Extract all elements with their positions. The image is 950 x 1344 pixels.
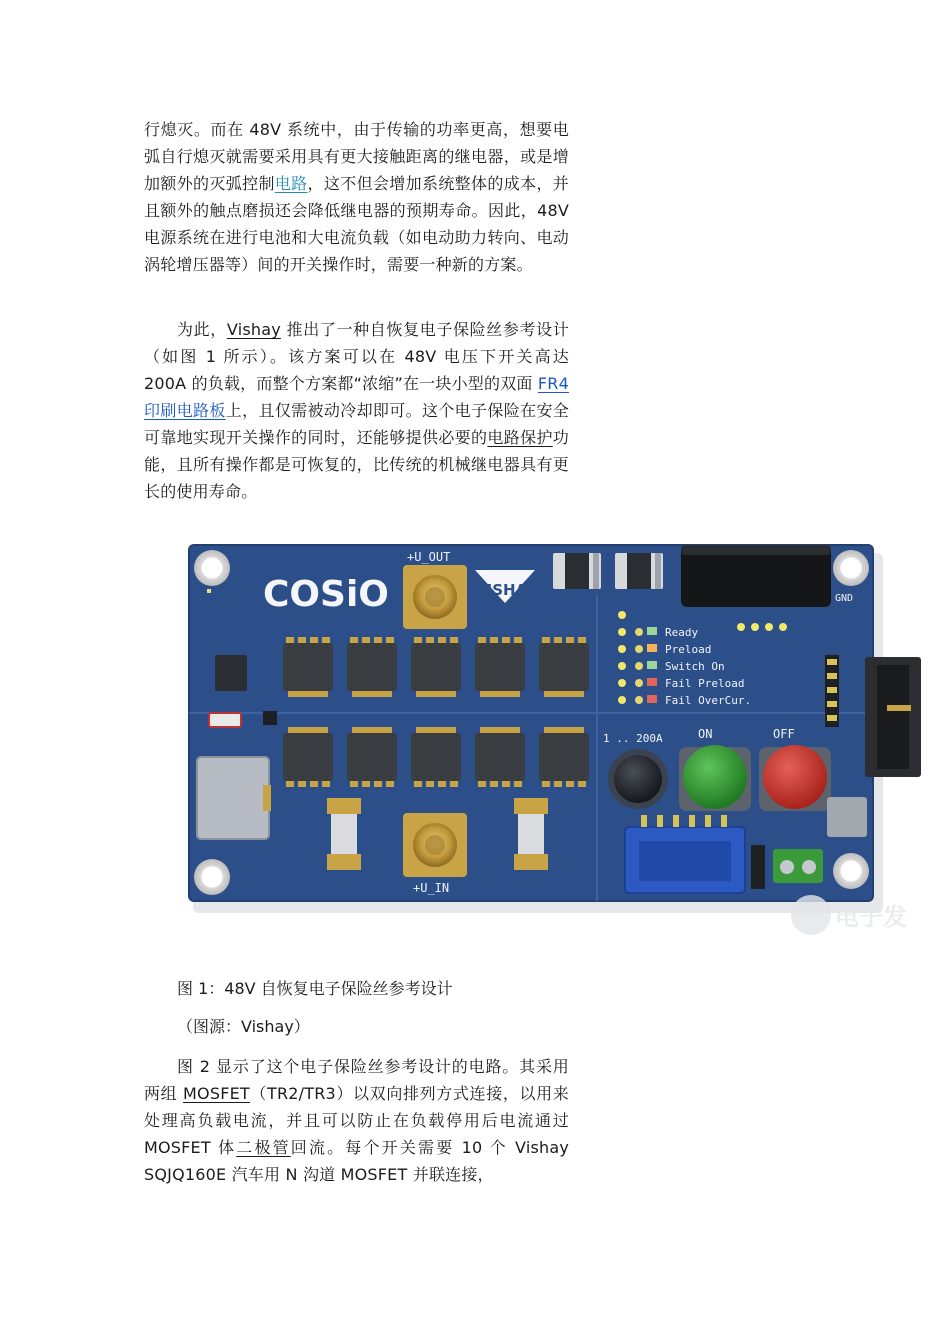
pcb-board-figure [145, 515, 950, 960]
mounting-hole-top-left [194, 550, 230, 586]
fr4-pcb-link[interactable]: FR4 印刷电路板 [144, 374, 569, 420]
ic-chip [215, 655, 247, 691]
mosfet-row-bottom [283, 727, 589, 787]
marker-pin [207, 589, 211, 593]
led-label-switch-on: Switch On [665, 660, 725, 673]
paragraph-1-text [144, 116, 569, 278]
led-label-fail-overcur: Fail OverCur. [665, 694, 752, 707]
circuit-link[interactable]: 电路 [274, 174, 308, 193]
on-button [683, 745, 747, 809]
para1-text-b: ，这不但会增加系统整体的成本，并且额外的触点磨损还会降低继电器的预期寿命。因此，48V 电源系统在进行电池和大电流负载（如电动助力转向、电动涡轮增压器等）间的开关操作时，需要一种新的方案。 [144, 174, 569, 274]
paragraph-2 [144, 316, 569, 505]
shunt-resistor-right [514, 798, 548, 870]
paragraph-2-text [144, 316, 569, 505]
off-button [763, 745, 827, 809]
para3-text-c: 回流。每个开关需要 10 个 Vishay SQJQ160E 汽车用 N 沟道 MOSFET 并联连接， [144, 1138, 570, 1184]
grey-component [827, 797, 867, 837]
circuit-protection-link[interactable]: 电路保护 [487, 428, 553, 447]
ribbon-connector-slot [877, 665, 909, 769]
para3-text-a: 图 2 显示了这个电子保险丝参考设计的电路。其采用两组 [144, 1057, 569, 1103]
diode-link[interactable]: 二极管 [236, 1138, 291, 1157]
mounting-hole-top-right [833, 550, 869, 586]
para1-text-a: 行熄灭。而在 48V 系统中，由于传输的功率更高，想要电弧自行熄灭就需要采用具有更大接触距离的继电器，或是增加额外的灭弧控制 [144, 120, 569, 193]
off-label: OFF [773, 727, 795, 741]
figure-caption: 图 1：48V 自恢复电子保险丝参考设计 [177, 979, 453, 998]
resistor [209, 713, 241, 727]
figure-source: （图源：Vishay） [177, 1017, 310, 1036]
watermark-text: 电子发 [835, 903, 907, 931]
paragraph-3-text [144, 1053, 569, 1188]
mosfet-row-top [283, 637, 589, 697]
vishay-link[interactable]: Vishay [226, 320, 281, 339]
u-in-screw-center [425, 835, 445, 855]
green-terminal-screw-2 [802, 860, 816, 874]
range-label: 1 .. 200A [603, 732, 663, 745]
led-label-preload: Preload [665, 643, 712, 656]
u-out-screw-center [425, 587, 445, 607]
u-out-label: +U_OUT [407, 550, 451, 564]
para2-text-c: 上，且仅需被动冷却即可。这个电子保险在安全可靠地实现开关操作的同时，还能够提供必要的 [144, 401, 569, 447]
mosfet-link[interactable]: MOSFET [183, 1084, 250, 1103]
gnd-label: GND [835, 593, 854, 604]
paragraph-1 [144, 116, 569, 278]
shunt-resistor-left [327, 798, 361, 870]
green-terminal-screw-1 [780, 860, 794, 874]
battery-holder-top [681, 545, 831, 555]
led-label-ready: Ready [665, 626, 699, 639]
ribbon-connector-pin [887, 705, 911, 711]
range-knob [614, 755, 662, 803]
diode-right [615, 553, 663, 589]
diode-left [553, 553, 601, 589]
para3-text-b: （TR2/TR3）以双向排列方式连接，以用来处理高负载电流，并且可以防止在负载停用后电流通过 MOSFET 体 [144, 1084, 570, 1157]
on-label: ON [698, 727, 713, 741]
mounting-hole-bottom-right [833, 853, 869, 889]
mounting-hole-bottom-left [194, 859, 230, 895]
cosio-logo: COSiO [263, 574, 389, 615]
u-in-label: +U_IN [413, 881, 450, 895]
blue-connector-slot [639, 841, 731, 881]
inductor [197, 757, 269, 839]
paragraph-3 [144, 1053, 569, 1188]
small-pin-header [751, 845, 765, 889]
watermark-icon [791, 895, 831, 935]
para2-text-b: 推出了一种自恢复电子保险丝参考设计（如图 1 所示）。该方案可以在 48V 电压下开关高达 200A 的负载，而整个方案都“浓缩”在一块小型的双面 [144, 320, 569, 393]
para2-text-d: 功能，且所有操作都是可恢复的，比传统的机械继电器具有更长的使用寿命。 [144, 428, 569, 501]
inductor-pad [263, 785, 271, 811]
small-component [263, 711, 277, 725]
vishay-logo-text: VISHAY [475, 581, 537, 599]
led-label-fail-preload: Fail Preload [665, 677, 745, 690]
para2-text-a: 为此， [177, 320, 227, 339]
